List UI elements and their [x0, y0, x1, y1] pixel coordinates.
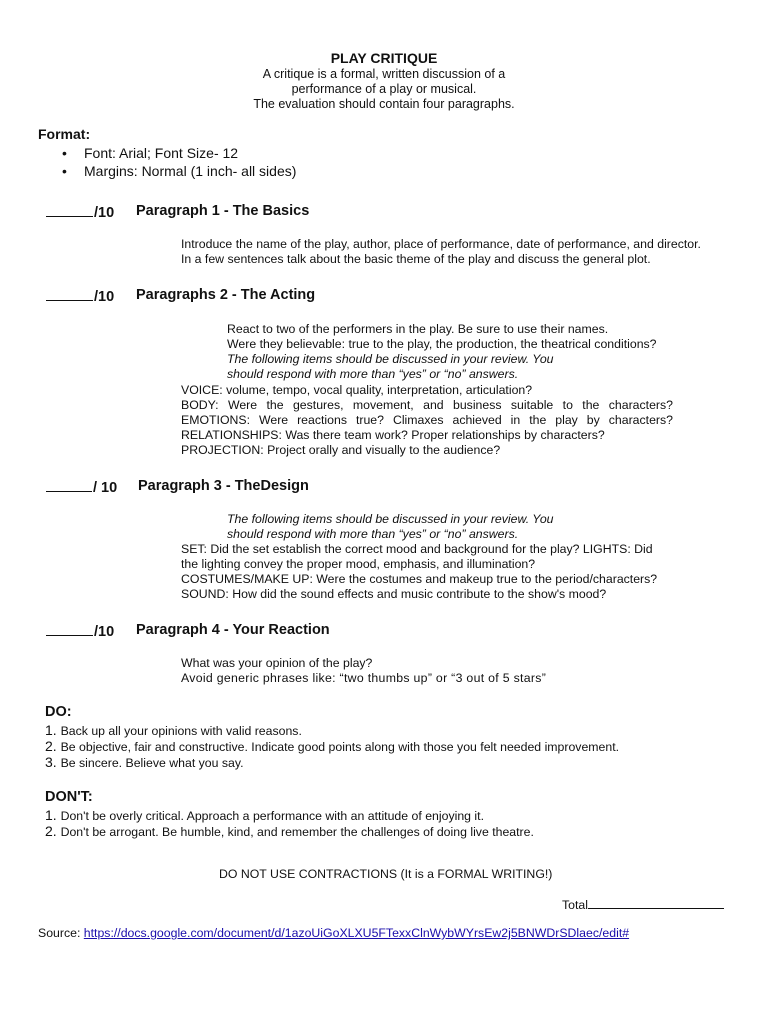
section-2-line: RELATIONSHIPS: Was there team work? Proper relationships by characters?	[181, 428, 605, 442]
dont-item-2: 2. Don't be arrogant. Be humble, kind, and remember the challenges of doing live theatre.	[45, 823, 534, 839]
total-field: Total	[562, 896, 724, 912]
section-2-intro-line: Were they believable: true to the play, the production, the theatrical conditions?	[227, 337, 657, 351]
section-2-intro-line: React to two of the performers in the play. Be sure to use their names.	[227, 322, 609, 336]
do-item-1: 1. Back up all your opinions with valid reasons.	[45, 722, 302, 738]
section-2-line: EMOTIONS: Were reactions true? Climaxes achieved in the play by characters?	[181, 413, 673, 427]
section-heading-2: Paragraphs 2 - The Acting	[136, 287, 316, 303]
section-3-line: the lighting convey the proper mood, emphasis, and illumination?	[181, 557, 536, 571]
score-underline	[46, 287, 93, 301]
section-3-line: SET: Did the set establish the correct mood and background for the play? LIGHTS: Did	[181, 542, 653, 556]
score-blank-3: / 10	[46, 478, 117, 496]
contractions-notice: DO NOT USE CONTRACTIONS (It is a FORMAL WRITING!)	[219, 867, 553, 881]
total-underline	[588, 896, 724, 909]
do-item-2: 2. Be objective, fair and constructive. Indicate good points along with those you felt needed improvement.	[45, 738, 620, 754]
section-2-line: BODY: Were the gestures, movement, and business suitable to the characters?	[181, 398, 673, 412]
score-blank-1: /10	[46, 203, 114, 221]
section-4-line: Avoid generic phrases like: “two thumbs up” or “3 out of 5 stars”	[181, 671, 547, 685]
section-4-line: What was your opinion of the play?	[181, 656, 373, 670]
dont-heading: DON'T:	[45, 789, 93, 805]
section-3-italic-line: The following items should be discussed in your review. You	[227, 512, 554, 526]
section-2-line: VOICE: volume, tempo, vocal quality, interpretation, articulation?	[181, 383, 533, 397]
do-heading: DO:	[45, 704, 72, 720]
intro-line-3: The evaluation should contain four paragraphs.	[253, 97, 515, 111]
section-2-italic-line: The following items should be discussed in your review. You	[227, 352, 554, 366]
section-3-line: COSTUMES/MAKE UP: Were the costumes and makeup true to the period/characters?	[181, 572, 658, 586]
bullet-icon: •	[62, 163, 67, 179]
source-link[interactable]: https://docs.google.com/document/d/1azoUiGoXLXU5FTexxClnWybWYrsEw2j5BNWDrSDlaec/edit#	[83, 926, 630, 940]
format-heading: Format:	[38, 126, 91, 142]
section-heading-1: Paragraph 1 - The Basics	[136, 203, 310, 219]
section-1-line: Introduce the name of the play, author, place of performance, date of performance, and director.	[181, 237, 701, 251]
section-heading-4: Paragraph 4 - Your Reaction	[136, 622, 330, 638]
page-title: PLAY CRITIQUE	[330, 50, 438, 66]
source-line: Source: https://docs.google.com/document/d/1azoUiGoXLXU5FTexxClnWybWYrsEw2j5BNWDrSDlaec/edit#	[38, 926, 630, 940]
score-underline	[46, 203, 93, 217]
section-3-italic-line: should respond with more than “yes” or “no” answers.	[227, 527, 519, 541]
score-underline	[46, 478, 92, 492]
score-blank-4: /10	[46, 622, 114, 640]
section-2-line: PROJECTION: Project orally and visually to the audience?	[181, 443, 501, 457]
section-heading-3: Paragraph 3 - TheDesign	[138, 478, 309, 494]
section-1-line: In a few sentences talk about the basic theme of the play and discuss the general plot.	[181, 252, 651, 266]
section-2-italic-line: should respond with more than “yes” or “no” answers.	[227, 367, 519, 381]
do-item-3: 3. Be sincere. Believe what you say.	[45, 754, 244, 770]
intro-line-2: performance of a play or musical.	[291, 82, 477, 96]
bullet-icon: •	[62, 145, 67, 161]
score-underline	[46, 622, 93, 636]
intro-line-1: A critique is a formal, written discussion of a	[262, 67, 506, 81]
section-3-line: SOUND: How did the sound effects and music contribute to the show's mood?	[181, 587, 607, 601]
dont-item-1: 1. Don't be overly critical. Approach a performance with an attitude of enjoying it.	[45, 807, 484, 823]
score-blank-2: /10	[46, 287, 114, 305]
